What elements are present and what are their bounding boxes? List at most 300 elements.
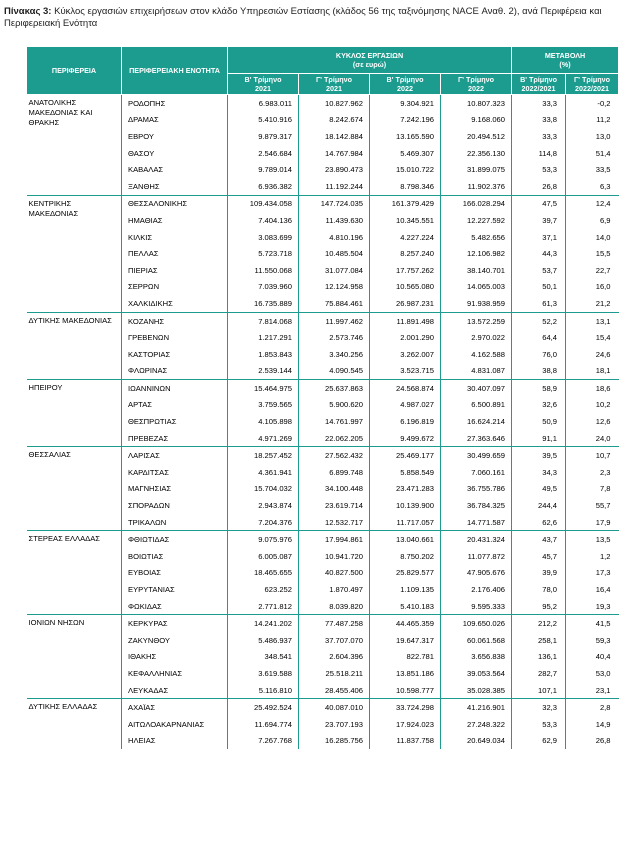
cell-change-b: 61,3 [512, 295, 566, 312]
cell-b2022: 5.469.307 [370, 145, 441, 162]
header-unit: ΠΕΡΙΦΕΡΕΙΑΚΗ ΕΝΟΤΗΤΑ [122, 47, 228, 95]
cell-change-g: 14,0 [566, 229, 619, 246]
unit-name: ΘΑΣΟΥ [122, 145, 228, 162]
region-name: ΣΤΕΡΕΑΣ ΕΛΛΑΔΑΣ [27, 531, 122, 615]
unit-name: ΛΕΥΚΑΔΑΣ [122, 682, 228, 699]
cell-b2021: 6.005.087 [228, 548, 299, 565]
cell-b2022: 17.757.262 [370, 262, 441, 279]
cell-g2022: 3.656.838 [441, 649, 512, 666]
cell-change-b: 50,1 [512, 279, 566, 296]
cell-change-g: 33,5 [566, 161, 619, 178]
cell-g2021: 31.077.084 [299, 262, 370, 279]
cell-g2022: 38.140.701 [441, 262, 512, 279]
cell-g2022: 22.356.130 [441, 145, 512, 162]
unit-name: ΚΑΡΔΙΤΣΑΣ [122, 464, 228, 481]
cell-change-b: 49,5 [512, 481, 566, 498]
cell-g2022: 4.831.087 [441, 363, 512, 380]
cell-g2022: 2.970.022 [441, 329, 512, 346]
unit-name: ΑΙΤΩΛΟΑΚΑΡΝΑΝΙΑΣ [122, 716, 228, 733]
table-row [27, 447, 619, 464]
cell-g2021: 12.532.717 [299, 514, 370, 531]
cell-g2021: 5.900.620 [299, 397, 370, 414]
unit-name: ΛΑΡΙΣΑΣ [122, 447, 228, 464]
cell-b2022: 1.109.135 [370, 581, 441, 598]
cell-b2021: 2.943.874 [228, 497, 299, 514]
cell-b2021: 3.759.565 [228, 397, 299, 414]
cell-change-g: 6,9 [566, 212, 619, 229]
unit-name: ΦΘΙΩΤΙΔΑΣ [122, 531, 228, 548]
cell-g2022: 9.595.333 [441, 598, 512, 615]
cell-b2021: 3.083.699 [228, 229, 299, 246]
cell-g2021: 17.994.861 [299, 531, 370, 548]
cell-change-b: 38,8 [512, 363, 566, 380]
cell-g2022: 12.106.982 [441, 245, 512, 262]
cell-change-g: 41,5 [566, 615, 619, 632]
unit-name: ΑΡΤΑΣ [122, 397, 228, 414]
cell-g2021: 10.485.504 [299, 245, 370, 262]
cell-b2021: 7.404.136 [228, 212, 299, 229]
cell-change-b: 33,3 [512, 95, 566, 112]
cell-change-g: 10,2 [566, 397, 619, 414]
cell-change-g: 12,6 [566, 413, 619, 430]
cell-g2022: 36.755.786 [441, 481, 512, 498]
cell-change-g: 1,2 [566, 548, 619, 565]
cell-change-b: 43,7 [512, 531, 566, 548]
table-row [27, 531, 619, 548]
cell-change-b: 282,7 [512, 665, 566, 682]
unit-name: ΦΛΩΡΙΝΑΣ [122, 363, 228, 380]
cell-g2021: 12.124.958 [299, 279, 370, 296]
cell-g2021: 40.087.010 [299, 699, 370, 716]
cell-b2022: 4.987.027 [370, 397, 441, 414]
cell-b2021: 4.971.269 [228, 430, 299, 447]
unit-name: ΧΑΛΚΙΔΙΚΗΣ [122, 295, 228, 312]
cell-b2022: 5.858.549 [370, 464, 441, 481]
cell-b2022: 822.781 [370, 649, 441, 666]
cell-change-g: 11,2 [566, 112, 619, 129]
cell-change-g: 13,0 [566, 128, 619, 145]
cell-b2021: 11.550.068 [228, 262, 299, 279]
unit-name: ΠΙΕΡΙΑΣ [122, 262, 228, 279]
cell-change-g: 18,6 [566, 380, 619, 397]
unit-name: ΚΕΦΑΛΛΗΝΙΑΣ [122, 665, 228, 682]
caption-text: Κύκλος εργασιών επιχειρήσεων στον κλάδο Υπηρεσιών Εστίασης (κλάδος 56 της ταξινόμησης NACE Αναθ. 2), ανά Περιφέρεια και Περιφερειακή Ενότητα [4, 6, 602, 29]
cell-g2021: 11.997.462 [299, 312, 370, 329]
cell-g2022: 5.482.656 [441, 229, 512, 246]
cell-g2021: 4.810.196 [299, 229, 370, 246]
unit-name: ΔΡΑΜΑΣ [122, 112, 228, 129]
cell-b2022: 13.851.186 [370, 665, 441, 682]
header-change-title: ΜΕΤΑΒΟΛΗ [544, 51, 586, 60]
table-row [27, 699, 619, 716]
header-region: ΠΕΡΙΦΕΡΕΙΑ [27, 47, 122, 95]
unit-name: ΑΧΑΪΑΣ [122, 699, 228, 716]
cell-b2021: 1.217.291 [228, 329, 299, 346]
caption-label: Πίνακας 3: [4, 6, 52, 17]
cell-change-b: 52,2 [512, 312, 566, 329]
cell-change-g: 21,2 [566, 295, 619, 312]
cell-change-b: 39,9 [512, 565, 566, 582]
cell-change-g: 51,4 [566, 145, 619, 162]
cell-b2021: 18.465.655 [228, 565, 299, 582]
cell-change-b: 50,9 [512, 413, 566, 430]
cell-g2022: 14.065.003 [441, 279, 512, 296]
header-change-unit: (%) [559, 60, 571, 69]
cell-g2021: 34.100.448 [299, 481, 370, 498]
cell-b2022: 4.227.224 [370, 229, 441, 246]
cell-b2022: 13.165.590 [370, 128, 441, 145]
cell-b2022: 17.924.023 [370, 716, 441, 733]
unit-name: ΚΑΣΤΟΡΙΑΣ [122, 346, 228, 363]
cell-change-g: 2,8 [566, 699, 619, 716]
cell-b2022: 10.598.777 [370, 682, 441, 699]
cell-change-b: 64,4 [512, 329, 566, 346]
cell-b2022: 26.987.231 [370, 295, 441, 312]
header-col-change-g: Γ' Τρίμηνο 2022/2021 [566, 74, 619, 95]
table-row [27, 615, 619, 632]
unit-name: ΦΩΚΙΔΑΣ [122, 598, 228, 615]
cell-g2021: 2.573.746 [299, 329, 370, 346]
cell-g2021: 27.562.432 [299, 447, 370, 464]
cell-b2021: 9.075.976 [228, 531, 299, 548]
cell-change-b: 76,0 [512, 346, 566, 363]
cell-g2022: 109.650.026 [441, 615, 512, 632]
cell-b2022: 15.010.722 [370, 161, 441, 178]
table-row [27, 95, 619, 112]
cell-g2022: 27.363.646 [441, 430, 512, 447]
cell-change-g: 7,8 [566, 481, 619, 498]
region-name: ΘΕΣΣΑΛΙΑΣ [27, 447, 122, 531]
unit-name: ΡΟΔΟΠΗΣ [122, 95, 228, 112]
cell-b2021: 2.539.144 [228, 363, 299, 380]
cell-change-b: 44,3 [512, 245, 566, 262]
cell-b2021: 2.546.684 [228, 145, 299, 162]
unit-name: ΠΕΛΛΑΣ [122, 245, 228, 262]
cell-g2021: 22.062.205 [299, 430, 370, 447]
cell-g2022: 30.499.659 [441, 447, 512, 464]
cell-b2022: 24.568.874 [370, 380, 441, 397]
cell-b2021: 623.252 [228, 581, 299, 598]
cell-change-g: 17,3 [566, 565, 619, 582]
cell-change-g: 16,0 [566, 279, 619, 296]
cell-change-b: 62,9 [512, 733, 566, 750]
cell-g2021: 23.619.714 [299, 497, 370, 514]
unit-name: ΠΡΕΒΕΖΑΣ [122, 430, 228, 447]
cell-b2021: 14.241.202 [228, 615, 299, 632]
cell-g2022: 27.248.322 [441, 716, 512, 733]
cell-change-b: 39,7 [512, 212, 566, 229]
cell-b2021: 11.694.774 [228, 716, 299, 733]
cell-change-b: 53,7 [512, 262, 566, 279]
cell-change-b: 37,1 [512, 229, 566, 246]
cell-g2021: 77.487.258 [299, 615, 370, 632]
cell-change-b: 47,5 [512, 195, 566, 212]
cell-g2021: 11.192.244 [299, 178, 370, 195]
region-name: ΔΥΤΙΚΗΣ ΕΛΛΑΔΑΣ [27, 699, 122, 749]
cell-g2021: 4.090.545 [299, 363, 370, 380]
cell-b2021: 9.789.014 [228, 161, 299, 178]
cell-g2022: 166.028.294 [441, 195, 512, 212]
cell-change-g: 23,1 [566, 682, 619, 699]
cell-g2022: 11.902.376 [441, 178, 512, 195]
unit-name: ΗΛΕΙΑΣ [122, 733, 228, 750]
region-name: ΙΟΝΙΩΝ ΝΗΣΩΝ [27, 615, 122, 699]
header-col-b2022: Β' Τρίμηνο 2022 [370, 74, 441, 95]
cell-g2021: 8.039.820 [299, 598, 370, 615]
cell-change-g: 16,4 [566, 581, 619, 598]
cell-change-g: 13,1 [566, 312, 619, 329]
cell-g2022: 9.168.060 [441, 112, 512, 129]
cell-g2021: 14.767.984 [299, 145, 370, 162]
cell-b2021: 4.105.898 [228, 413, 299, 430]
cell-change-g: 26,8 [566, 733, 619, 750]
cell-b2022: 2.001.290 [370, 329, 441, 346]
cell-b2022: 25.829.577 [370, 565, 441, 582]
cell-b2021: 3.619.588 [228, 665, 299, 682]
cell-b2021: 5.723.718 [228, 245, 299, 262]
cell-b2022: 11.891.498 [370, 312, 441, 329]
cell-change-g: 15,4 [566, 329, 619, 346]
cell-g2021: 25.637.863 [299, 380, 370, 397]
cell-change-b: 244,4 [512, 497, 566, 514]
header-turnover [228, 47, 512, 74]
cell-g2022: 35.028.385 [441, 682, 512, 699]
cell-change-g: 24,0 [566, 430, 619, 447]
cell-g2022: 13.572.259 [441, 312, 512, 329]
cell-b2022: 11.717.057 [370, 514, 441, 531]
cell-b2022: 23.471.283 [370, 481, 441, 498]
cell-change-b: 136,1 [512, 649, 566, 666]
cell-b2021: 15.704.032 [228, 481, 299, 498]
unit-name: ΓΡΕΒΕΝΩΝ [122, 329, 228, 346]
cell-change-g: 59,3 [566, 632, 619, 649]
cell-b2022: 44.465.359 [370, 615, 441, 632]
cell-g2021: 75.884.461 [299, 295, 370, 312]
cell-change-g: 55,7 [566, 497, 619, 514]
cell-g2021: 37.707.070 [299, 632, 370, 649]
cell-g2022: 10.807.323 [441, 95, 512, 112]
cell-b2022: 3.262.007 [370, 346, 441, 363]
cell-b2022: 33.724.298 [370, 699, 441, 716]
region-name: ΑΝΑΤΟΛΙΚΗΣ ΜΑΚΕΔΟΝΙΑΣ ΚΑΙ ΘΡΑΚΗΣ [27, 95, 122, 196]
cell-change-g: 24,6 [566, 346, 619, 363]
cell-b2022: 19.647.317 [370, 632, 441, 649]
cell-g2021: 8.242.674 [299, 112, 370, 129]
cell-change-b: 212,2 [512, 615, 566, 632]
cell-change-b: 33,8 [512, 112, 566, 129]
cell-b2021: 1.853.843 [228, 346, 299, 363]
header-change [512, 47, 619, 74]
cell-change-b: 53,3 [512, 716, 566, 733]
cell-b2021: 5.486.937 [228, 632, 299, 649]
cell-b2021: 6.936.382 [228, 178, 299, 195]
cell-g2022: 12.227.592 [441, 212, 512, 229]
cell-g2022: 4.162.588 [441, 346, 512, 363]
cell-g2022: 60.061.568 [441, 632, 512, 649]
unit-name: ΕΥΒΟΙΑΣ [122, 565, 228, 582]
header-col-b2021: Β' Τρίμηνο 2021 [228, 74, 299, 95]
cell-g2022: 31.899.075 [441, 161, 512, 178]
cell-b2022: 9.304.921 [370, 95, 441, 112]
cell-change-b: 32,6 [512, 397, 566, 414]
cell-g2022: 6.500.891 [441, 397, 512, 414]
cell-b2021: 9.879.317 [228, 128, 299, 145]
cell-g2022: 16.624.214 [441, 413, 512, 430]
cell-g2021: 40.827.500 [299, 565, 370, 582]
cell-change-b: 107,1 [512, 682, 566, 699]
unit-name: ΚΟΖΑΝΗΣ [122, 312, 228, 329]
cell-change-g: 18,1 [566, 363, 619, 380]
cell-g2021: 3.340.256 [299, 346, 370, 363]
cell-change-b: 114,8 [512, 145, 566, 162]
cell-b2021: 2.771.812 [228, 598, 299, 615]
region-name: ΗΠΕΙΡΟΥ [27, 380, 122, 447]
unit-name: ΘΕΣΠΡΩΤΙΑΣ [122, 413, 228, 430]
cell-b2021: 7.039.960 [228, 279, 299, 296]
cell-g2021: 23.707.193 [299, 716, 370, 733]
cell-b2022: 9.499.672 [370, 430, 441, 447]
table-row [27, 312, 619, 329]
cell-g2021: 147.724.035 [299, 195, 370, 212]
cell-change-b: 58,9 [512, 380, 566, 397]
table-body [27, 95, 619, 750]
cell-g2021: 10.827.962 [299, 95, 370, 112]
cell-g2021: 11.439.630 [299, 212, 370, 229]
cell-change-g: 53,0 [566, 665, 619, 682]
cell-change-g: 17,9 [566, 514, 619, 531]
unit-name: ΤΡΙΚΑΛΩΝ [122, 514, 228, 531]
cell-change-b: 78,0 [512, 581, 566, 598]
cell-change-b: 32,3 [512, 699, 566, 716]
cell-g2022: 11.077.872 [441, 548, 512, 565]
unit-name: ΚΙΛΚΙΣ [122, 229, 228, 246]
cell-b2021: 18.257.452 [228, 447, 299, 464]
header-turnover-unit: (σε ευρώ) [352, 60, 387, 69]
cell-change-g: 14,9 [566, 716, 619, 733]
cell-g2022: 41.216.901 [441, 699, 512, 716]
unit-name: ΚΕΡΚΥΡΑΣ [122, 615, 228, 632]
unit-name: ΘΕΣΣΑΛΟΝΙΚΗΣ [122, 195, 228, 212]
cell-b2021: 5.410.916 [228, 112, 299, 129]
table-row [27, 380, 619, 397]
region-name: ΔΥΤΙΚΗΣ ΜΑΚΕΔΟΝΙΑΣ [27, 312, 122, 379]
cell-b2021: 25.492.524 [228, 699, 299, 716]
cell-g2021: 16.285.756 [299, 733, 370, 750]
cell-change-g: 40,4 [566, 649, 619, 666]
cell-change-b: 91,1 [512, 430, 566, 447]
cell-g2022: 2.176.406 [441, 581, 512, 598]
cell-b2022: 161.379.429 [370, 195, 441, 212]
cell-b2022: 10.139.900 [370, 497, 441, 514]
cell-change-b: 53,3 [512, 161, 566, 178]
cell-g2021: 6.899.748 [299, 464, 370, 481]
unit-name: ΙΩΑΝΝΙΝΩΝ [122, 380, 228, 397]
cell-g2021: 1.870.497 [299, 581, 370, 598]
cell-g2022: 91.938.959 [441, 295, 512, 312]
header-col-change-b: Β' Τρίμηνο 2022/2021 [512, 74, 566, 95]
cell-b2021: 7.204.376 [228, 514, 299, 531]
cell-b2022: 8.257.240 [370, 245, 441, 262]
cell-change-b: 95,2 [512, 598, 566, 615]
cell-change-b: 26,8 [512, 178, 566, 195]
cell-g2021: 23.890.473 [299, 161, 370, 178]
cell-g2022: 39.053.564 [441, 665, 512, 682]
cell-b2022: 10.345.551 [370, 212, 441, 229]
cell-change-g: 6,3 [566, 178, 619, 195]
cell-b2022: 25.469.177 [370, 447, 441, 464]
cell-g2022: 20.649.034 [441, 733, 512, 750]
cell-b2022: 11.837.758 [370, 733, 441, 750]
cell-g2022: 20.494.512 [441, 128, 512, 145]
cell-b2021: 7.267.768 [228, 733, 299, 750]
cell-change-g: 13,5 [566, 531, 619, 548]
cell-g2021: 10.941.720 [299, 548, 370, 565]
table-caption [4, 6, 636, 30]
cell-b2022: 8.750.202 [370, 548, 441, 565]
cell-change-g: -0,2 [566, 95, 619, 112]
cell-g2022: 14.771.587 [441, 514, 512, 531]
cell-g2022: 20.431.324 [441, 531, 512, 548]
cell-change-b: 62,6 [512, 514, 566, 531]
cell-b2022: 8.798.346 [370, 178, 441, 195]
unit-name: ΕΥΡΥΤΑΝΙΑΣ [122, 581, 228, 598]
header-turnover-title: ΚΥΚΛΟΣ ΕΡΓΑΣΙΩΝ [335, 51, 404, 60]
turnover-table [26, 46, 619, 749]
unit-name: ΚΑΒΑΛΑΣ [122, 161, 228, 178]
unit-name: ΣΕΡΡΩΝ [122, 279, 228, 296]
cell-b2022: 6.196.819 [370, 413, 441, 430]
cell-b2022: 3.523.715 [370, 363, 441, 380]
unit-name: ΕΒΡΟΥ [122, 128, 228, 145]
cell-g2021: 14.761.997 [299, 413, 370, 430]
unit-name: ΜΑΓΝΗΣΙΑΣ [122, 481, 228, 498]
cell-b2022: 13.040.661 [370, 531, 441, 548]
cell-g2021: 18.142.884 [299, 128, 370, 145]
cell-change-b: 258,1 [512, 632, 566, 649]
cell-b2021: 7.814.068 [228, 312, 299, 329]
cell-b2022: 7.242.196 [370, 112, 441, 129]
unit-name: ΞΑΝΘΗΣ [122, 178, 228, 195]
cell-b2021: 6.983.011 [228, 95, 299, 112]
unit-name: ΖΑΚΥΝΘΟΥ [122, 632, 228, 649]
cell-change-g: 22,7 [566, 262, 619, 279]
unit-name: ΗΜΑΘΙΑΣ [122, 212, 228, 229]
unit-name: ΒΟΙΩΤΙΑΣ [122, 548, 228, 565]
cell-g2022: 36.784.325 [441, 497, 512, 514]
cell-change-b: 34,3 [512, 464, 566, 481]
cell-change-g: 15,5 [566, 245, 619, 262]
unit-name: ΙΘΑΚΗΣ [122, 649, 228, 666]
cell-g2022: 30.407.097 [441, 380, 512, 397]
region-name: ΚΕΝΤΡΙΚΗΣ ΜΑΚΕΔΟΝΙΑΣ [27, 195, 122, 312]
header-col-g2021: Γ' Τρίμηνο 2021 [299, 74, 370, 95]
cell-b2021: 16.735.889 [228, 295, 299, 312]
cell-change-b: 33,3 [512, 128, 566, 145]
cell-g2021: 28.455.406 [299, 682, 370, 699]
cell-change-g: 19,3 [566, 598, 619, 615]
cell-b2022: 5.410.183 [370, 598, 441, 615]
cell-b2022: 10.565.080 [370, 279, 441, 296]
table-row [27, 195, 619, 212]
cell-b2021: 5.116.810 [228, 682, 299, 699]
cell-b2021: 348.541 [228, 649, 299, 666]
cell-b2021: 109.434.058 [228, 195, 299, 212]
cell-change-g: 2,3 [566, 464, 619, 481]
unit-name: ΣΠΟΡΑΔΩΝ [122, 497, 228, 514]
cell-change-b: 45,7 [512, 548, 566, 565]
header-col-g2022: Γ' Τρίμηνο 2022 [441, 74, 512, 95]
cell-g2022: 47.905.676 [441, 565, 512, 582]
